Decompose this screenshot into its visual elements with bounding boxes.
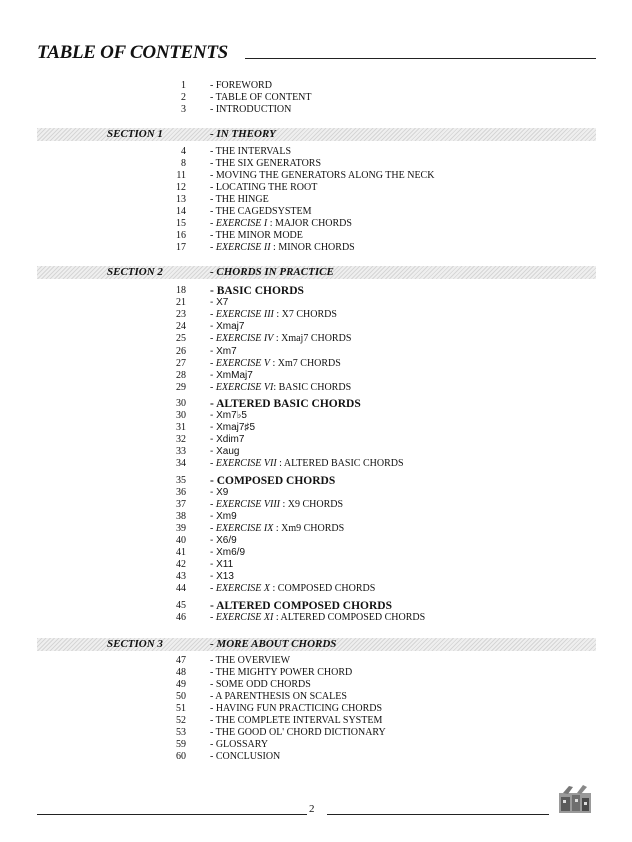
toc-page-number: 44: [176, 583, 186, 595]
toc-page-number: 11: [176, 170, 186, 181]
toc-page-number: 18: [176, 285, 186, 296]
toc-entry: [0, 499, 632, 511]
toc-entry: [0, 297, 632, 309]
toc-entry: [0, 321, 632, 333]
toc-entry: [0, 751, 632, 763]
toc-page-number: 25: [176, 333, 186, 345]
toc-entry-title: - Xm7♭5: [210, 410, 247, 421]
toc-entry-suffix: : X7 CHORDS: [273, 309, 337, 321]
toc-page-number: 13: [176, 194, 186, 205]
toc-entry: [0, 535, 632, 547]
toc-exercise-label: EXERCISE VI: [215, 381, 274, 393]
toc-entry-title: - THE MIGHTY POWER CHORD: [210, 667, 353, 678]
toc-page-number: 43: [176, 571, 186, 583]
toc-entry-title: - SOME ODD CHORDS: [210, 679, 311, 690]
toc-entry-title: [210, 523, 344, 535]
toc-exercise-label: EXERCISE V: [215, 357, 270, 369]
toc-page-number: 30: [176, 410, 186, 421]
guitar-logo-icon: [557, 784, 593, 814]
toc-entry: [0, 523, 632, 535]
toc-exercise-label: EXERCISE XI: [215, 611, 274, 623]
toc-entry: [0, 398, 632, 410]
toc-entry: [0, 600, 632, 612]
toc-entry: [0, 242, 632, 254]
toc-page-number: 14: [176, 206, 186, 217]
toc-entry-title: - THE HINGE: [210, 194, 269, 205]
toc-entry: [0, 206, 632, 218]
toc-entry-prefix: -: [210, 522, 216, 534]
page-title: TABLE OF CONTENTS: [37, 42, 228, 63]
toc-entry: [0, 358, 632, 370]
toc-entry-title: [210, 458, 404, 470]
section-title: - MORE ABOUT CHORDS: [210, 638, 337, 650]
toc-entry-title: [210, 309, 337, 321]
toc-exercise-label: EXERCISE X: [215, 583, 270, 595]
title-block: [37, 40, 596, 66]
toc-entry: [0, 333, 632, 345]
toc-entry: [0, 170, 632, 182]
toc-entry-title: - COMPOSED CHORDS: [210, 474, 336, 487]
toc-page-number: 50: [176, 691, 186, 702]
toc-page-number: 26: [176, 345, 186, 357]
toc-entry-title: - THE SIX GENERATORS: [210, 158, 322, 169]
toc-entry: [0, 158, 632, 170]
toc-entry-title: [210, 358, 341, 370]
toc-page-number: 23: [176, 309, 186, 321]
toc-entry-title: - Xmaj7: [210, 321, 245, 333]
toc-entry-title: - FOREWORD: [210, 80, 272, 91]
toc-entry-suffix: : MAJOR CHORDS: [267, 218, 352, 229]
toc-entry-title: - Xdim7: [210, 434, 245, 446]
toc-page-number: 15: [176, 218, 186, 229]
toc-entry: [0, 739, 632, 751]
section-title: - CHORDS IN PRACTICE: [210, 266, 334, 278]
toc-entry: [0, 370, 632, 382]
toc-page-number: 59: [176, 739, 186, 750]
toc-page-number: 60: [176, 751, 186, 762]
toc-entry: [0, 346, 632, 358]
toc-entry: [0, 487, 632, 499]
toc-entry-suffix: : COMPOSED CHORDS: [270, 583, 376, 595]
toc-entry: [0, 104, 632, 116]
toc-entry-prefix: -: [210, 458, 216, 470]
toc-entry-title: - X11: [210, 559, 234, 571]
toc-entry-title: - Xm9: [210, 510, 237, 522]
toc-entry-title: - THE GOOD OL' CHORD DICTIONARY: [210, 727, 386, 738]
toc-entry-title: - THE COMPLETE INTERVAL SYSTEM: [210, 715, 383, 726]
toc-entry: [0, 146, 632, 158]
toc-page-number: 1: [181, 80, 186, 91]
toc-page-number: 27: [176, 357, 186, 369]
toc-page-number: 31: [176, 422, 186, 434]
toc-page-number: 2: [181, 92, 186, 103]
toc-entry-title: - Xm7: [210, 345, 237, 357]
toc-entry-title: [210, 612, 425, 624]
toc-page-number: 35: [176, 474, 186, 486]
toc-entry-title: - THE INTERVALS: [210, 146, 292, 157]
toc-page-number: 29: [176, 381, 186, 393]
toc-page-number: 3: [181, 104, 186, 115]
toc-entry-title: - THE CAGEDSYSTEM: [210, 206, 312, 217]
toc-entry-suffix: : X9 CHORDS: [279, 498, 344, 510]
toc-entry: [0, 475, 632, 487]
toc-entry: [0, 382, 632, 394]
toc-entry: [0, 80, 632, 92]
toc-entry: [0, 571, 632, 583]
section-title: - IN THEORY: [210, 128, 276, 140]
toc-entry-title: - TABLE OF CONTENT: [210, 92, 312, 103]
toc-entry: [0, 727, 632, 739]
toc-entry: [0, 691, 632, 703]
toc-exercise-label: EXERCISE VIII: [215, 498, 280, 510]
toc-entry-prefix: -: [210, 333, 216, 345]
toc-entry-prefix: -: [210, 611, 216, 623]
toc-entry-title: - Xaug: [210, 446, 240, 458]
toc-entry: [0, 547, 632, 559]
toc-entry: [0, 218, 632, 230]
page-number: 2: [309, 803, 315, 815]
section-label: SECTION 3: [107, 638, 163, 650]
toc-page-number: 46: [176, 611, 186, 623]
footer-rule-right: [327, 814, 549, 815]
toc-exercise-label: EXERCISE IV: [215, 333, 274, 345]
toc-entry-title: [210, 499, 343, 511]
toc-entry-title: - GLOSSARY: [210, 739, 269, 750]
toc-entry-title: [210, 333, 351, 345]
toc-entry: [0, 434, 632, 446]
toc-entry: [0, 194, 632, 206]
toc-entry: [0, 715, 632, 727]
toc-entry-suffix: : Xmaj7 CHORDS: [273, 333, 352, 345]
toc-entry-title: - X7: [210, 297, 229, 309]
toc-page-number: 47: [176, 655, 186, 666]
toc-entry: [0, 285, 632, 297]
toc-entry: [0, 422, 632, 434]
toc-page-number: 32: [176, 434, 186, 446]
toc-page-number: 53: [176, 727, 186, 738]
toc-entry-suffix: : ALTERED BASIC CHORDS: [276, 458, 404, 470]
toc-entry-title: - X6/9: [210, 535, 237, 546]
toc-page-number: 28: [176, 369, 186, 381]
section-label: SECTION 2: [107, 266, 163, 278]
toc-entry-title: - MOVING THE GENERATORS ALONG THE NECK: [210, 170, 435, 181]
toc-entry-title: - ALTERED BASIC CHORDS: [210, 397, 361, 410]
toc-entry-title: - ALTERED COMPOSED CHORDS: [210, 599, 393, 612]
toc-entry-prefix: -: [210, 242, 216, 253]
toc-entry-title: [210, 218, 352, 230]
toc-entry-prefix: -: [210, 583, 216, 595]
toc-entry: [0, 309, 632, 321]
toc-page-number: 4: [181, 146, 186, 157]
section-label: SECTION 1: [107, 128, 163, 140]
toc-page-number: 41: [176, 547, 186, 559]
toc-entry-title: [210, 583, 375, 595]
toc-entry-suffix: : BASIC CHORDS: [273, 381, 352, 393]
toc-entry: [0, 583, 632, 595]
toc-entry-title: - X13: [210, 571, 234, 583]
toc-exercise-label: EXERCISE I: [215, 218, 268, 229]
toc-entry-title: - Xm6/9: [210, 547, 246, 559]
toc-page-number: 51: [176, 703, 186, 714]
toc-page-number: 39: [176, 522, 186, 534]
toc-entry: [0, 703, 632, 715]
toc-exercise-label: EXERCISE VII: [215, 458, 277, 470]
toc-entry-title: - LOCATING THE ROOT: [210, 182, 318, 193]
toc-page-number: 49: [176, 679, 186, 690]
toc-page-number: 8: [181, 158, 186, 169]
toc-entry-title: - Xmaj7♯5: [210, 422, 256, 434]
toc-exercise-label: EXERCISE IX: [215, 522, 274, 534]
toc-entry-title: - CONCLUSION: [210, 751, 281, 762]
toc-exercise-label: EXERCISE III: [215, 309, 274, 321]
toc-entry: [0, 679, 632, 691]
toc-entry-title: - INTRODUCTION: [210, 104, 292, 115]
toc-entry-suffix: : ALTERED COMPOSED CHORDS: [273, 611, 426, 623]
toc-entry: [0, 612, 632, 624]
toc-entry-suffix: : Xm9 CHORDS: [273, 522, 345, 534]
toc-entry-title: - XmMaj7: [210, 369, 253, 381]
toc-entry: [0, 458, 632, 470]
toc-entry: [0, 182, 632, 194]
toc-page-number: 33: [176, 446, 186, 458]
section2-header: [37, 266, 596, 279]
toc-entry-prefix: -: [210, 357, 216, 369]
toc-page-number: 38: [176, 510, 186, 522]
toc-entry: [0, 559, 632, 571]
toc-entry-prefix: -: [210, 381, 216, 393]
toc-exercise-label: EXERCISE II: [215, 242, 271, 253]
toc-entry-suffix: : MINOR CHORDS: [270, 242, 355, 253]
toc-entry-prefix: -: [210, 218, 216, 229]
toc-page-number: 40: [176, 535, 186, 546]
toc-page-number: 16: [176, 230, 186, 241]
toc-page-number: 17: [176, 242, 186, 253]
toc-page-number: 45: [176, 599, 186, 611]
toc-entry-title: [210, 242, 355, 254]
toc-page-number: 36: [176, 486, 186, 498]
toc-page-number: 34: [176, 458, 186, 470]
toc-page-number: 52: [176, 715, 186, 726]
section3-header: [37, 638, 596, 651]
toc-entry-title: - BASIC CHORDS: [210, 285, 304, 297]
toc-entry: [0, 446, 632, 458]
toc-entry: [0, 230, 632, 242]
toc-entry-prefix: -: [210, 498, 216, 510]
toc-entry-title: - HAVING FUN PRACTICING CHORDS: [210, 703, 383, 714]
toc-page-number: 30: [176, 397, 186, 409]
toc-page-number: 24: [176, 321, 186, 333]
title-rule: [245, 58, 596, 59]
toc-page-number: 21: [176, 297, 186, 309]
toc-page-number: 37: [176, 498, 186, 510]
toc-entry: [0, 410, 632, 422]
toc-entry-title: - A PARENTHESIS ON SCALES: [210, 691, 347, 702]
footer-rule-left: [37, 814, 307, 815]
toc-entry: [0, 511, 632, 523]
toc-entry-title: [210, 382, 351, 394]
toc-page-number: 48: [176, 667, 186, 678]
toc-entry-suffix: : Xm7 CHORDS: [270, 357, 341, 369]
toc-entry: [0, 667, 632, 679]
toc-entry: [0, 655, 632, 667]
toc-page-number: 12: [176, 182, 186, 193]
toc-entry-title: - X9: [210, 486, 229, 498]
toc-entry-title: - THE MINOR MODE: [210, 230, 303, 241]
toc-entry: [0, 92, 632, 104]
toc-page-number: 42: [176, 559, 186, 571]
toc-entry-prefix: -: [210, 309, 216, 321]
toc-entry-title: - THE OVERVIEW: [210, 655, 291, 666]
section1-header: [37, 128, 596, 141]
